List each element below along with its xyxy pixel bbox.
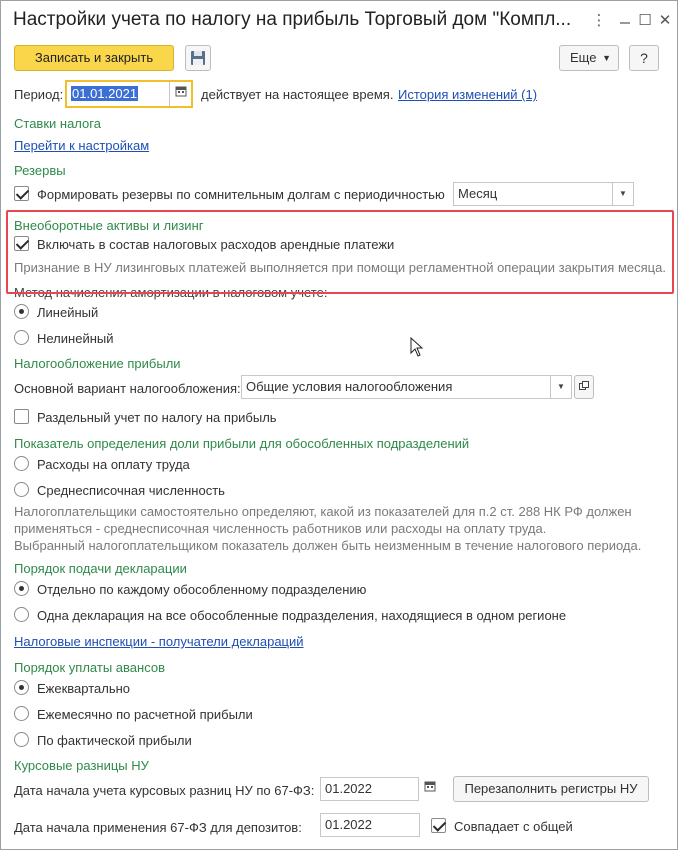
declaration-title: Порядок подачи декларации [14,561,187,576]
fixed-assets-title: Внеоборотные активы и лизинг [14,218,204,233]
actual-profit-label: По фактической прибыли [37,733,192,748]
depreciation-label: Метод начисления амортизации в налоговом учете: [14,285,328,300]
toolbar [1,45,677,73]
labor-costs-label: Расходы на оплату труда [37,457,190,472]
separate-accounting-label: Раздельный учет по налогу на прибыль [37,410,277,425]
reserves-checkbox-label: Формировать резервы по сомнительным долгам с периодичностью [37,187,445,202]
tax-rates-link[interactable]: Перейти к настройкам [14,138,150,153]
actual-profit-radio[interactable] [14,732,29,747]
more-vertical-icon[interactable]: ⋮ [591,12,607,29]
period-input[interactable] [65,80,193,108]
exchange-start-label: Дата начала учета курсовых разниц НУ по 67-ФЗ: [14,783,315,798]
deposits-input[interactable] [320,813,420,837]
reserves-period-select[interactable] [453,182,634,206]
more-button[interactable] [559,45,619,71]
deposits-label: Дата начала применения 67-ФЗ для депозитов: [14,820,302,835]
exchange-start-value: 01.2022 [325,781,372,796]
monthly-label: Ежемесячно по расчетной прибыли [37,707,253,722]
save-and-close-button[interactable]: Записать и закрыть [14,45,174,71]
save-button[interactable] [185,45,211,71]
tax-variant-select[interactable] [241,375,572,399]
same-as-general-checkbox[interactable] [431,818,446,833]
profit-tax-title: Налогообложение прибыли [14,356,181,371]
open-window-icon [579,381,589,391]
separate-accounting-checkbox[interactable] [14,409,29,424]
nonlinear-radio[interactable] [14,330,29,345]
each-unit-label: Отдельно по каждому обособленному подразделению [37,582,367,597]
close-button[interactable]: ✕ [658,12,672,29]
minimize-button[interactable] [615,11,635,31]
chevron-down-icon[interactable]: ▼ [550,375,572,399]
maximize-button[interactable]: ☐ [638,12,652,29]
chevron-down-icon[interactable]: ▼ [612,182,634,206]
share-note-line3: Выбранный налогоплательщиком показатель должен быть неизменным в течение налогового периода. [14,538,642,553]
each-unit-radio[interactable] [14,581,29,596]
advances-title: Порядок уплаты авансов [14,660,165,675]
labor-costs-radio[interactable] [14,456,29,471]
nonlinear-label: Нелинейный [37,331,114,346]
monthly-radio[interactable] [14,706,29,721]
exchange-start-input[interactable] [320,777,440,801]
share-indicator-title: Показатель определения доли прибыли для обособленных подразделений [14,436,470,451]
share-note-line2: применяться - среднесписочная численность работников или расходы на оплату труда. [14,521,547,536]
more-button-label: Еще [570,50,597,65]
period-label: Период: [14,87,64,102]
same-as-general-label: Совпадает с общей [454,819,573,834]
quarterly-radio[interactable] [14,680,29,695]
chevron-down-icon: ▼ [602,53,611,63]
tax-variant-label: Основной вариант налогообложения: [14,381,241,396]
reserves-period-value: Месяц [458,186,498,201]
leasing-note: Признание в НУ лизинговых платежей выполняется при помощи регламентной операции закрытия месяца. [14,260,666,275]
quarterly-label: Ежеквартально [37,681,131,696]
tax-rates-title: Ставки налога [14,116,101,131]
lease-payments-checkbox[interactable] [14,236,29,251]
inspections-link[interactable]: Налоговые инспекции - получатели деклараций [14,634,304,649]
period-status: действует на настоящее время. [201,87,394,102]
deposits-value: 01.2022 [325,817,372,832]
one-declaration-label: Одна декларация на все обособленные подразделения, находящиеся в одном регионе [37,608,567,623]
calendar-icon[interactable] [169,82,191,106]
calendar-icon[interactable] [418,777,440,801]
average-headcount-radio[interactable] [14,482,29,497]
title-bar [1,1,677,41]
minimize-icon [619,13,631,25]
open-variant-button[interactable] [574,375,594,399]
help-button[interactable]: ? [629,45,659,71]
share-note-line1: Налогоплательщики самостоятельно определяют, какой из показателей для п.2 ст. 288 НК РФ должен [14,504,632,519]
refill-registers-button[interactable]: Перезаполнить регистры НУ [453,776,649,802]
reserves-title: Резервы [14,163,66,178]
exchange-title: Курсовые разницы НУ [14,758,149,773]
lease-payments-label: Включать в состав налоговых расходов арендные платежи [37,237,395,252]
tax-variant-value: Общие условия налогообложения [246,379,453,394]
period-value: 01.01.2021 [72,86,138,101]
linear-radio[interactable] [14,304,29,319]
window-title: Настройки учета по налогу на прибыль Торговый дом "Компл... [13,9,572,30]
floppy-disk-icon [186,46,210,70]
one-declaration-radio[interactable] [14,607,29,622]
linear-label: Линейный [37,305,99,320]
history-link[interactable]: История изменений (1) [398,87,538,102]
average-headcount-label: Среднесписочная численность [37,483,225,498]
reserves-checkbox[interactable] [14,186,29,201]
mouse-cursor-icon [410,337,424,357]
